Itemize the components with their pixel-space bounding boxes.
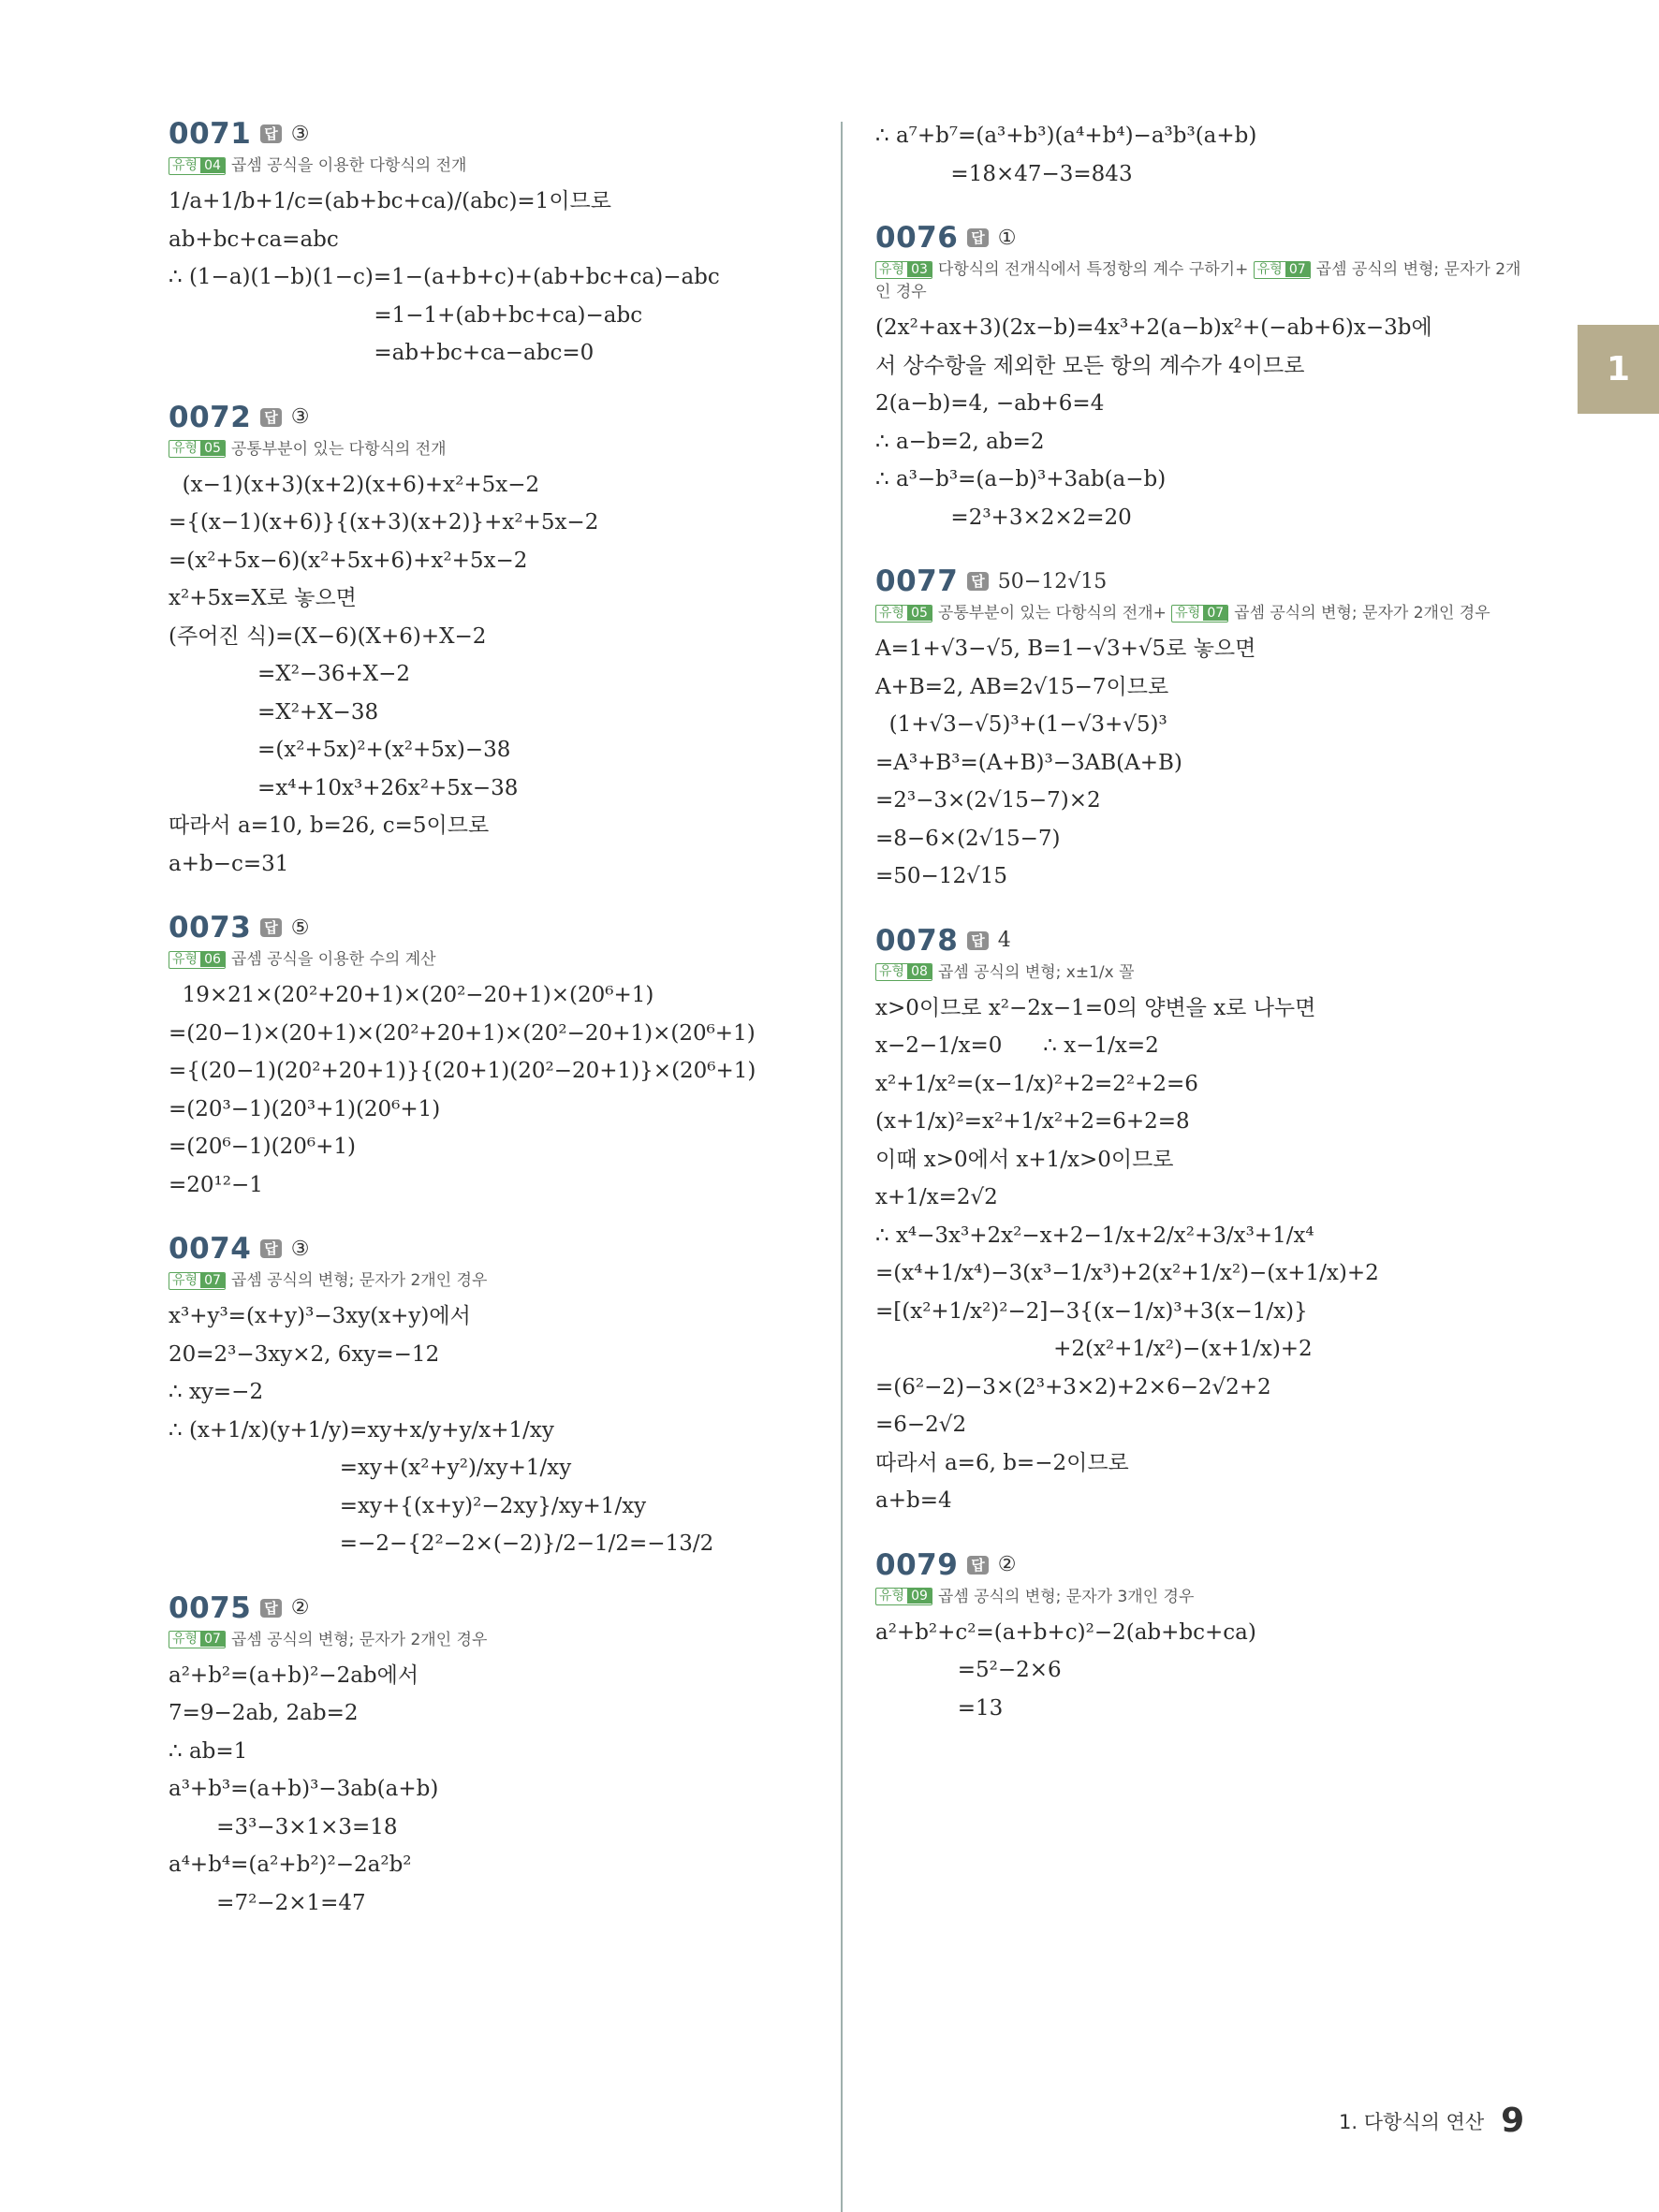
answer-value: ① [997, 226, 1017, 250]
type-text: 공통부분이 있는 다항식의 전개 [230, 439, 447, 459]
type-tag-number: 05 [200, 441, 225, 456]
type-text: 곱셈 공식의 변형; 문자가 2개인 경우 [230, 1271, 488, 1290]
type-tag-label: 유형 [172, 951, 198, 967]
answer-badge: 답 [260, 1239, 282, 1258]
problem-header [169, 911, 815, 945]
type-text: 곱셈 공식의 변형; 문자가 2개인 경우 [875, 260, 1521, 301]
type-tag [169, 1631, 226, 1648]
type-tag [1171, 605, 1228, 623]
answer-badge: 답 [260, 408, 282, 427]
type-tag-label: 유형 [879, 1589, 905, 1604]
type-line [875, 258, 1521, 303]
problem-header [169, 117, 815, 151]
type-tag-number: 03 [907, 262, 932, 277]
problem-number: 0073 [169, 911, 252, 945]
type-tag-label: 유형 [879, 964, 905, 979]
problem-number: 0075 [169, 1590, 252, 1625]
problem-0078 [875, 924, 1521, 1520]
type-tag-label: 유형 [1175, 605, 1201, 621]
solution-text: x>0이므로 x²−2x−1=0의 양변을 x로 나누면 x−2−1/x=0 ∴ x−1/x=2 x²+1/x²=(x−1/x)²+2=2²+2=6 (x+1/x)²=x²+1/x²+2=6+2=8 이때 x>0에서 x+1/x>0이므로 x+1/x=2√2 ∴ x⁴−3x³+2x²−x+2−1/x+2/x²+3/x³+1/x⁴ =(x⁴+1/x⁴)−3(x³−1/x³)+2(x²+1/x²)−(x+1/x)+2 =[(x²+1/x²)²−2]−3{(x−1/x)³+3(x−1/x)} +2(x²+1/x²)−(x+1/x)+2 =(6²−2)−3×(2³+3×2)+2×6−2√2+2 =6−2√2 따라서 a=6, b=−2이므로 a+b=4 [875, 995, 1379, 1513]
type-line [875, 1586, 1521, 1608]
type-tag-number: 04 [200, 158, 225, 173]
type-line [169, 154, 815, 177]
problem-header [169, 1232, 815, 1266]
type-tag [875, 963, 932, 981]
type-text: 공통부분이 있는 다항식의 전개+ [937, 604, 1167, 623]
type-text: 곱셈 공식의 변형; 문자가 2개인 경우 [230, 1630, 488, 1649]
answer-badge: 답 [260, 1599, 282, 1618]
type-tag-label: 유형 [172, 441, 198, 456]
right-column [875, 117, 1521, 1755]
answer-badge: 답 [260, 918, 282, 937]
type-line [875, 961, 1521, 984]
solution-text: x³+y³=(x+y)³−3xy(x+y)에서 20=2³−3xy×2, 6xy=−12 ∴ xy=−2 ∴ (x+1/x)(y+1/y)=xy+x/y+y/x+1/xy =xy+(x²+y²)/xy+1/xy =xy+{(x+y)²−2xy}/xy+1/xy =−2−{2²−2×(−2)}/2−1/2=−13/2 [169, 1304, 714, 1556]
left-column [169, 117, 815, 1950]
chapter-tab: 1 [1578, 325, 1659, 414]
type-text: 다항식의 전개식에서 특정항의 계수 구하기+ [937, 260, 1249, 279]
type-tag-label: 유형 [172, 157, 198, 173]
type-text: 곱셈 공식의 변형; 문자가 2개인 경우 [1234, 604, 1490, 623]
problem-header [169, 1591, 815, 1625]
problem-header [875, 924, 1521, 958]
problem-0071 [169, 117, 815, 373]
problem-number: 0079 [875, 1547, 959, 1582]
type-tag-label: 유형 [172, 1272, 198, 1288]
type-text: 곱셈 공식의 변형; 문자가 3개인 경우 [937, 1587, 1195, 1606]
type-tag [875, 605, 932, 623]
solution-text: A=1+√3−√5, B=1−√3+√5로 놓으면 A+B=2, AB=2√15−7이므로 (1+√3−√5)³+(1−√3+√5)³ =A³+B³=(A+B)³−3AB(A+B) =2³−3×(2√15−7)×2 =8−6×(2√15−7) =50−12√15 [875, 637, 1256, 888]
type-line [875, 602, 1521, 624]
type-tag-label: 유형 [879, 605, 905, 621]
problem-number: 0078 [875, 923, 959, 958]
solution-text: ∴ a⁷+b⁷=(a³+b³)(a⁴+b⁴)−a³b³(a+b) =18×47−3=843 [875, 124, 1257, 186]
page-footer [1339, 2102, 1524, 2140]
problem-0077 [875, 564, 1521, 896]
type-tag-number: 07 [1203, 606, 1227, 621]
answer-badge: 답 [967, 931, 989, 950]
footer-chapter-title: 1. 다항식의 연산 [1339, 2110, 1485, 2133]
type-line [169, 948, 815, 971]
solution-text: a²+b²=(a+b)²−2ab에서 7=9−2ab, 2ab=2 ∴ ab=1 a³+b³=(a+b)³−3ab(a+b) =3³−3×1×3=18 a⁴+b⁴=(a²+b²)²−2a²b² =7²−2×1=47 [169, 1663, 439, 1915]
page-number: 9 [1501, 2102, 1525, 2140]
problem-0075 [169, 1591, 815, 1923]
problem-header [169, 401, 815, 434]
type-text: 곱셈 공식의 변형; x±1/x 꼴 [937, 962, 1135, 982]
type-tag-number: 08 [907, 964, 932, 979]
answer-badge: 답 [260, 125, 282, 143]
problem-header [875, 221, 1521, 255]
type-tag-label: 유형 [1256, 261, 1283, 277]
type-tag [875, 1588, 932, 1605]
type-tag-label: 유형 [879, 261, 905, 277]
continued-solution-0075 [875, 117, 1521, 193]
answer-badge: 답 [967, 228, 989, 247]
type-line [169, 1269, 815, 1292]
type-tag-number: 06 [200, 952, 225, 967]
answer-value: ③ [290, 1237, 310, 1261]
problem-number: 0071 [169, 117, 252, 151]
answer-value: ③ [290, 122, 310, 146]
type-text: 곱셈 공식을 이용한 다항식의 전개 [230, 156, 467, 175]
answer-badge: 답 [967, 572, 989, 591]
answer-value: 50−12√15 [997, 569, 1108, 593]
solution-text: 1/a+1/b+1/c=(ab+bc+ca)/(abc)=1이므로 ab+bc+ca=abc ∴ (1−a)(1−b)(1−c)=1−(a+b+c)+(ab+bc+ca)−abc =1−1+(ab+bc+ca)−abc =ab+bc+ca−abc=0 [169, 189, 720, 365]
type-tag-number: 07 [200, 1273, 225, 1288]
type-tag-number: 05 [907, 606, 932, 621]
answer-value: 4 [997, 929, 1011, 952]
problem-0076 [875, 221, 1521, 536]
problem-0079 [875, 1548, 1521, 1728]
type-line [169, 438, 815, 461]
problem-header [875, 1548, 1521, 1582]
type-text: 곱셈 공식을 이용한 수의 계산 [230, 950, 436, 969]
answer-value: ② [997, 1553, 1017, 1576]
solution-text: (2x²+ax+3)(2x−b)=4x³+2(a−b)x²+(−ab+6)x−3b에 서 상수항을 제외한 모든 항의 계수가 4이므로 2(a−b)=4, −ab+6=4 ∴ a−b=2, ab=2 ∴ a³−b³=(a−b)³+3ab(a−b) =2³+3×2×2=20 [875, 315, 1432, 530]
type-tag [169, 440, 226, 458]
solution-text: 19×21×(20²+20+1)×(20²−20+1)×(20⁶+1) =(20−1)×(20+1)×(20²+20+1)×(20²−20+1)×(20⁶+1) ={(20−1)(20²+20+1)}{(20+1)(20²−20+1)}×(20⁶+1) =(20³−1)(20³+1)(20⁶+1) =(20⁶−1)(20⁶+1) =20¹²−1 [169, 983, 756, 1197]
problem-0074 [169, 1232, 815, 1563]
solution-text: (x−1)(x+3)(x+2)(x+6)+x²+5x−2 ={(x−1)(x+6)}{(x+3)(x+2)}+x²+5x−2 =(x²+5x−6)(x²+5x+6)+x²+5x−2 x²+5x=X로 놓으면 (주어진 식)=(X−6)(X+6)+X−2 =X²−36+X−2 =X²+X−38 =(x²+5x)²+(x²+5x)−38 =x⁴+10x³+26x²+5x−38 따라서 a=10, b=26, c=5이므로 a+b−c=31 [169, 472, 599, 876]
column-divider [841, 122, 843, 2212]
type-tag-number: 09 [907, 1589, 932, 1604]
problem-number: 0076 [875, 221, 959, 255]
type-tag-label: 유형 [172, 1632, 198, 1647]
problem-header [875, 564, 1521, 598]
problem-0072 [169, 401, 815, 884]
type-tag [169, 1272, 226, 1290]
type-tag [1254, 261, 1311, 279]
type-tag-number: 07 [1285, 262, 1310, 277]
type-tag [875, 261, 932, 279]
type-tag [169, 157, 226, 175]
problem-number: 0074 [169, 1232, 252, 1266]
type-tag [169, 951, 226, 969]
answer-value: ⑤ [290, 916, 310, 940]
problem-number: 0072 [169, 400, 252, 434]
solution-text: a²+b²+c²=(a+b+c)²−2(ab+bc+ca) =5²−2×6 =13 [875, 1619, 1256, 1721]
answer-value: ② [290, 1596, 310, 1619]
type-line [169, 1629, 815, 1651]
problem-0073 [169, 911, 815, 1204]
problem-number: 0077 [875, 564, 959, 598]
answer-value: ③ [290, 405, 310, 429]
type-tag-number: 07 [200, 1632, 225, 1647]
answer-badge: 답 [967, 1556, 989, 1575]
